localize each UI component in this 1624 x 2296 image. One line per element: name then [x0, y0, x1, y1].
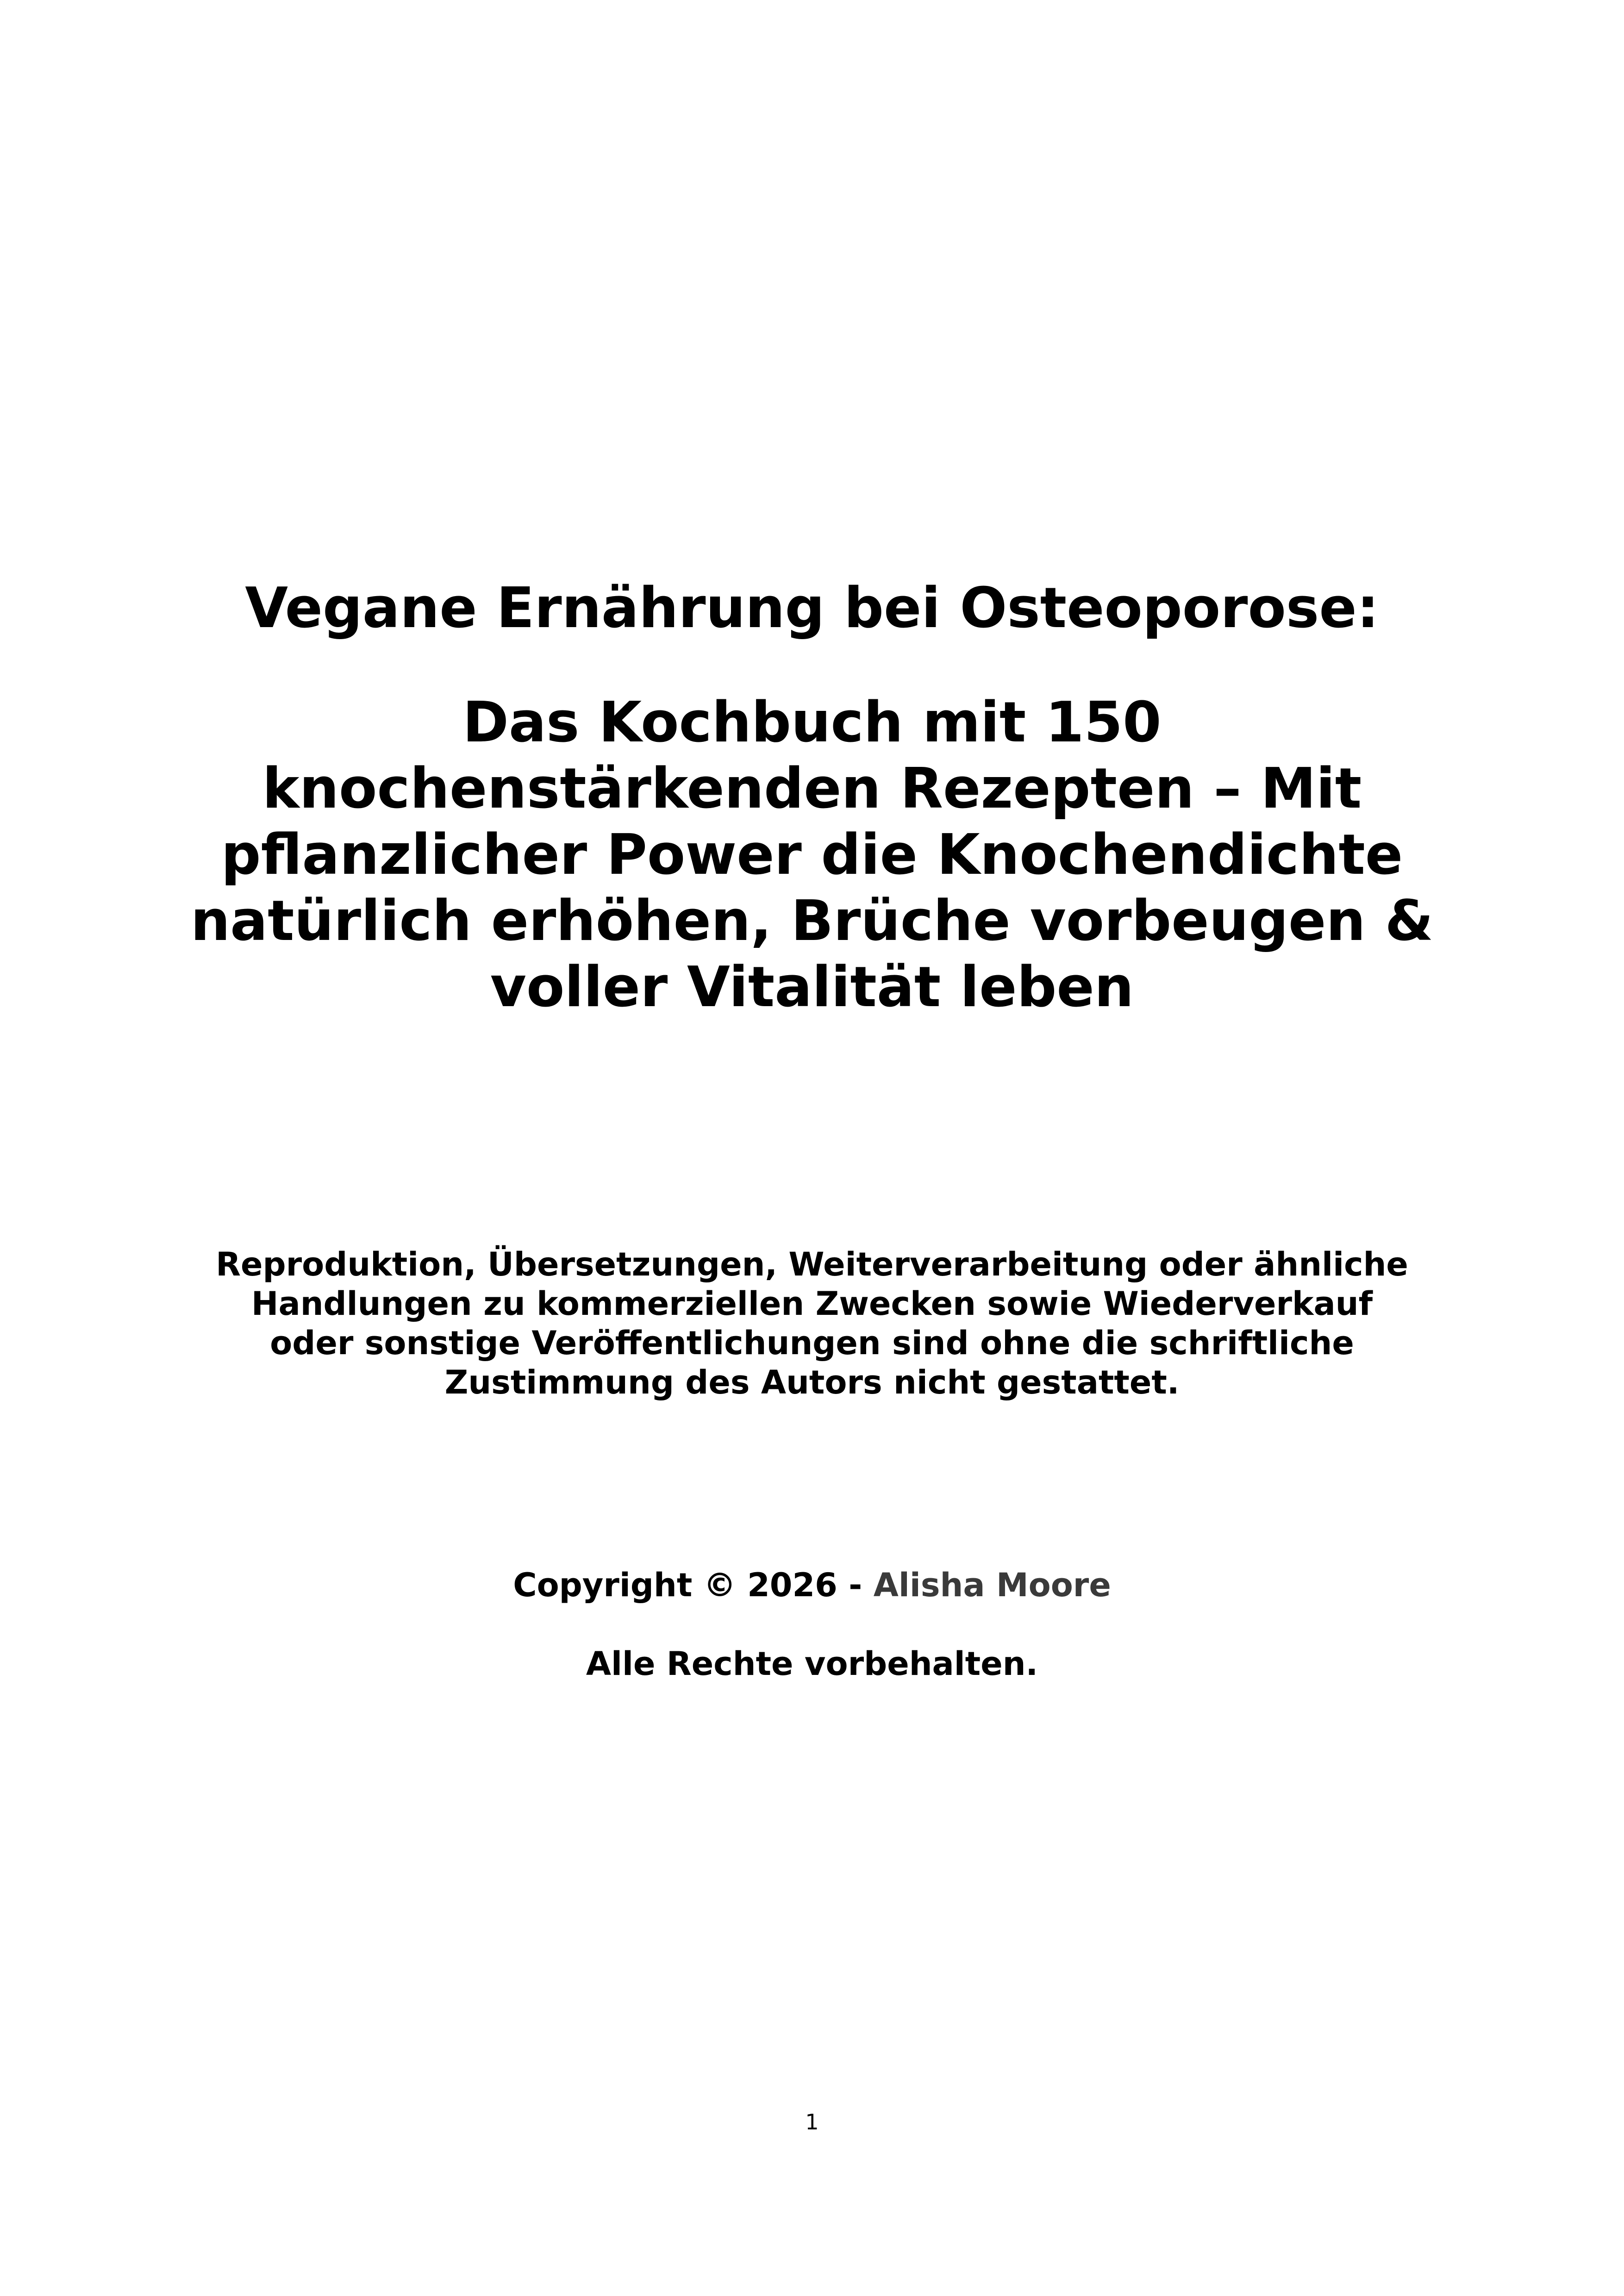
notice-line: Handlungen zu kommerziellen Zwecken sowie Wiederverkauf — [251, 1285, 1373, 1323]
rights-reserved: Alle Rechte vorbehalten. — [586, 1645, 1038, 1683]
copyright-line — [139, 1564, 1485, 1606]
page-number: 1 — [805, 2109, 819, 2134]
subtitle-line: pflanzlicher Power die Knochendichte — [221, 823, 1403, 887]
subtitle-line: voller Vitalität leben — [490, 955, 1134, 1020]
notice-line: Zustimmung des Autors nicht gestattet. — [444, 1363, 1180, 1401]
book-title: Vegane Ernährung bei Osteoporose: — [245, 576, 1379, 641]
copyright-prefix: Copyright © 2026 - — [513, 1566, 874, 1604]
author-name: Alisha Moore — [873, 1566, 1111, 1604]
subtitle-line: natürlich erhöhen, Brüche vorbeugen & — [190, 889, 1434, 953]
notice-line: Reproduktion, Übersetzungen, Weiterverarbeitung oder ähnliche — [216, 1245, 1408, 1283]
notice-line: oder sonstige Veröffentlichungen sind ohne die schriftliche — [270, 1324, 1354, 1362]
subtitle-line: Das Kochbuch mit 150 — [462, 691, 1162, 755]
subtitle-line: knochenstärkenden Rezepten – Mit — [262, 757, 1362, 821]
book-subtitle — [139, 690, 1485, 1020]
reproduction-notice — [139, 1245, 1485, 1402]
